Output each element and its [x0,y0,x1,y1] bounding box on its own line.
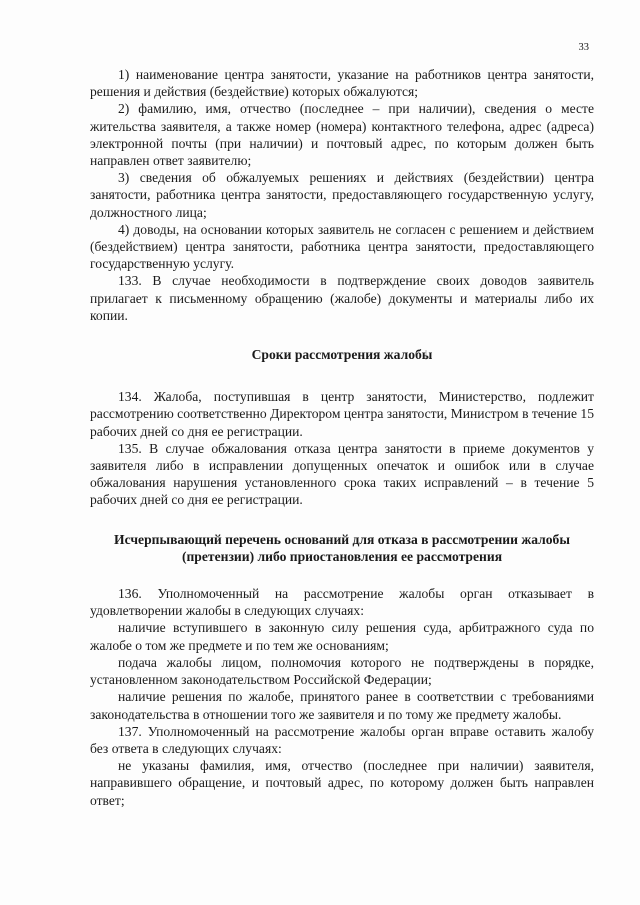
page-number: 33 [578,42,589,53]
paragraph-137-case-1: не указаны фамилия, имя, отчество (последнее при наличии) заявителя, направившего обращение, и почтовый адрес, по которому должен быть направлен ответ; [90,758,594,808]
document-body [90,66,594,809]
heading-line-2: (претензии) либо приостановления ее рассмотрения [181,548,503,564]
section-heading-refusal-grounds [90,531,594,565]
paragraph-133: 133. В случае необходимости в подтверждение своих доводов заявитель прилагает к письменному обращению (жалобе) документы и материалы либо их копии. [90,273,594,323]
paragraph-136-case-2: подача жалобы лицом, полномочия которого не подтверждены в порядке, установленном законодательством Российской Федерации; [90,654,594,688]
paragraph-137: 137. Уполномоченный на рассмотрение жалобы орган вправе оставить жалобу без ответа в следующих случаях: [90,723,594,756]
paragraph-136-case-3: наличие решения по жалобе, принятого ранее в соответствии с требованиями законодательства в отношении того же заявителя и по тому же предмету жалобы. [90,689,594,722]
paragraph-item-2: 2) фамилию, имя, отчество (последнее – при наличии), сведения о месте жительства заявителя, а также номер (номера) контактного телефона, адрес (адреса) электронной почты (при наличии) и почтовый адрес, по которым должен быть направлен ответ заявителю; [90,101,594,169]
paragraph-item-4: 4) доводы, на основании которых заявитель не согласен с решением и действием (бездействием) центра занятости, работника центра занятости, предоставляющего государственную услугу. [90,221,594,272]
paragraph-135: 135. В случае обжалования отказа центра занятости в приеме документов у заявителя либо в исправлении допущенных опечаток и ошибок или в случае обжалования нарушения установленного срока таких исправлений – в течение 5 рабочих дней со дня ее регистрации. [90,440,594,508]
paragraph-134: 134. Жалоба, поступившая в центр занятости, Министерство, подлежит рассмотрению соответственно Директором центра занятости, Министром в течение 15 рабочих дней со дня ее регистрации. [90,389,594,439]
paragraph-136-case-1: наличие вступившего в законную силу решения суда, арбитражного суда по жалобе о том же предмете и по тем же основаниям; [90,620,594,653]
heading-line-1: Исчерпывающий перечень оснований для отказа в рассмотрении жалобы [114,531,570,547]
paragraph-136: 136. Уполномоченный на рассмотрение жалобы орган отказывает в удовлетворении жалобы в следующих случаях: [90,586,594,619]
paragraph-item-1: 1) наименование центра занятости, указание на работников центра занятости, решения и действия (бездействие) которых обжалуются; [90,67,594,100]
paragraph-item-3: 3) сведения об обжалуемых решениях и действиях (бездействии) центра занятости, работника центра занятости, предоставляющего государственную услугу, должностного лица; [90,170,594,220]
section-heading-review-terms: Сроки рассмотрения жалобы [251,347,433,363]
